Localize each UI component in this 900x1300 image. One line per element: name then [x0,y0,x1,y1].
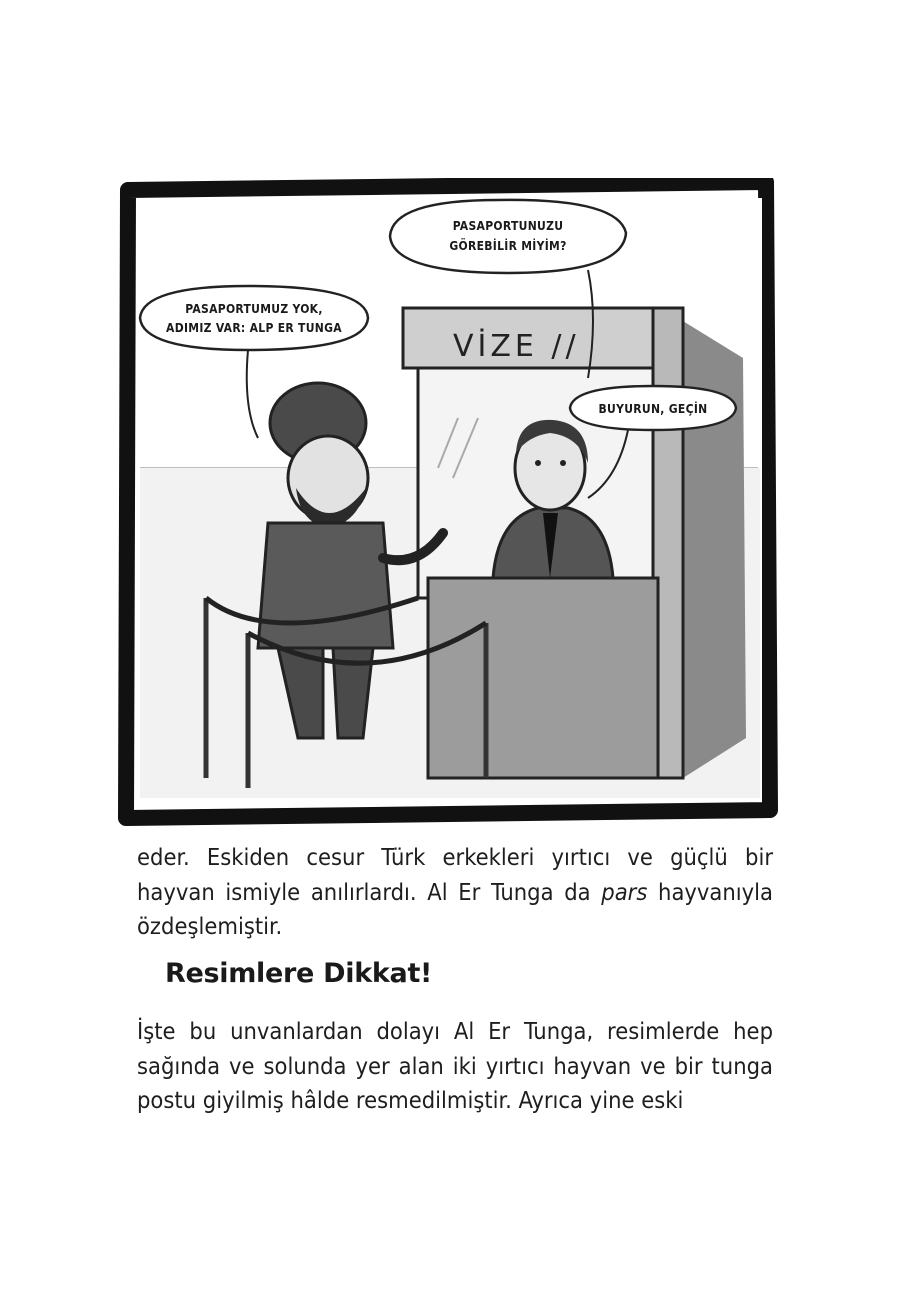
svg-text:BUYURUN, GEÇİN: BUYURUN, GEÇİN [598,402,708,416]
paragraph-2: İşte bu unvanlardan dolayı Al Er Tunga, resimlerde hep sağında ve solunda yer alan iki yırtıcı hayvan ve bir tunga postu giyilmiş hâlde resmedilmiştir. Ayrıca yine eski [137,1017,773,1114]
svg-text:ADIMIZ VAR: ALP ER TUNGA: ADIMIZ VAR: ALP ER TUNGA [166,321,342,335]
paragraph-1: eder. Eskiden cesur Türk erkekleri yırtıcı ve güçlü bir hayvan ismiyle anılırlardı. Al Er Tunga da pars hayvanıyla özdeşlemiştir. [137,843,773,940]
svg-text:PASAPORTUMUZ YOK,: PASAPORTUMUZ YOK, [185,302,323,316]
comic-illustration [118,178,778,828]
svg-text:PASAPORTUNUZU: PASAPORTUNUZU [452,219,564,233]
svg-text:GÖREBİLİR MİYİM?: GÖREBİLİR MİYİM? [449,239,567,253]
visa-sign: VİZE // [453,329,580,364]
section-heading: Resimlere Dikkat! [165,958,433,989]
